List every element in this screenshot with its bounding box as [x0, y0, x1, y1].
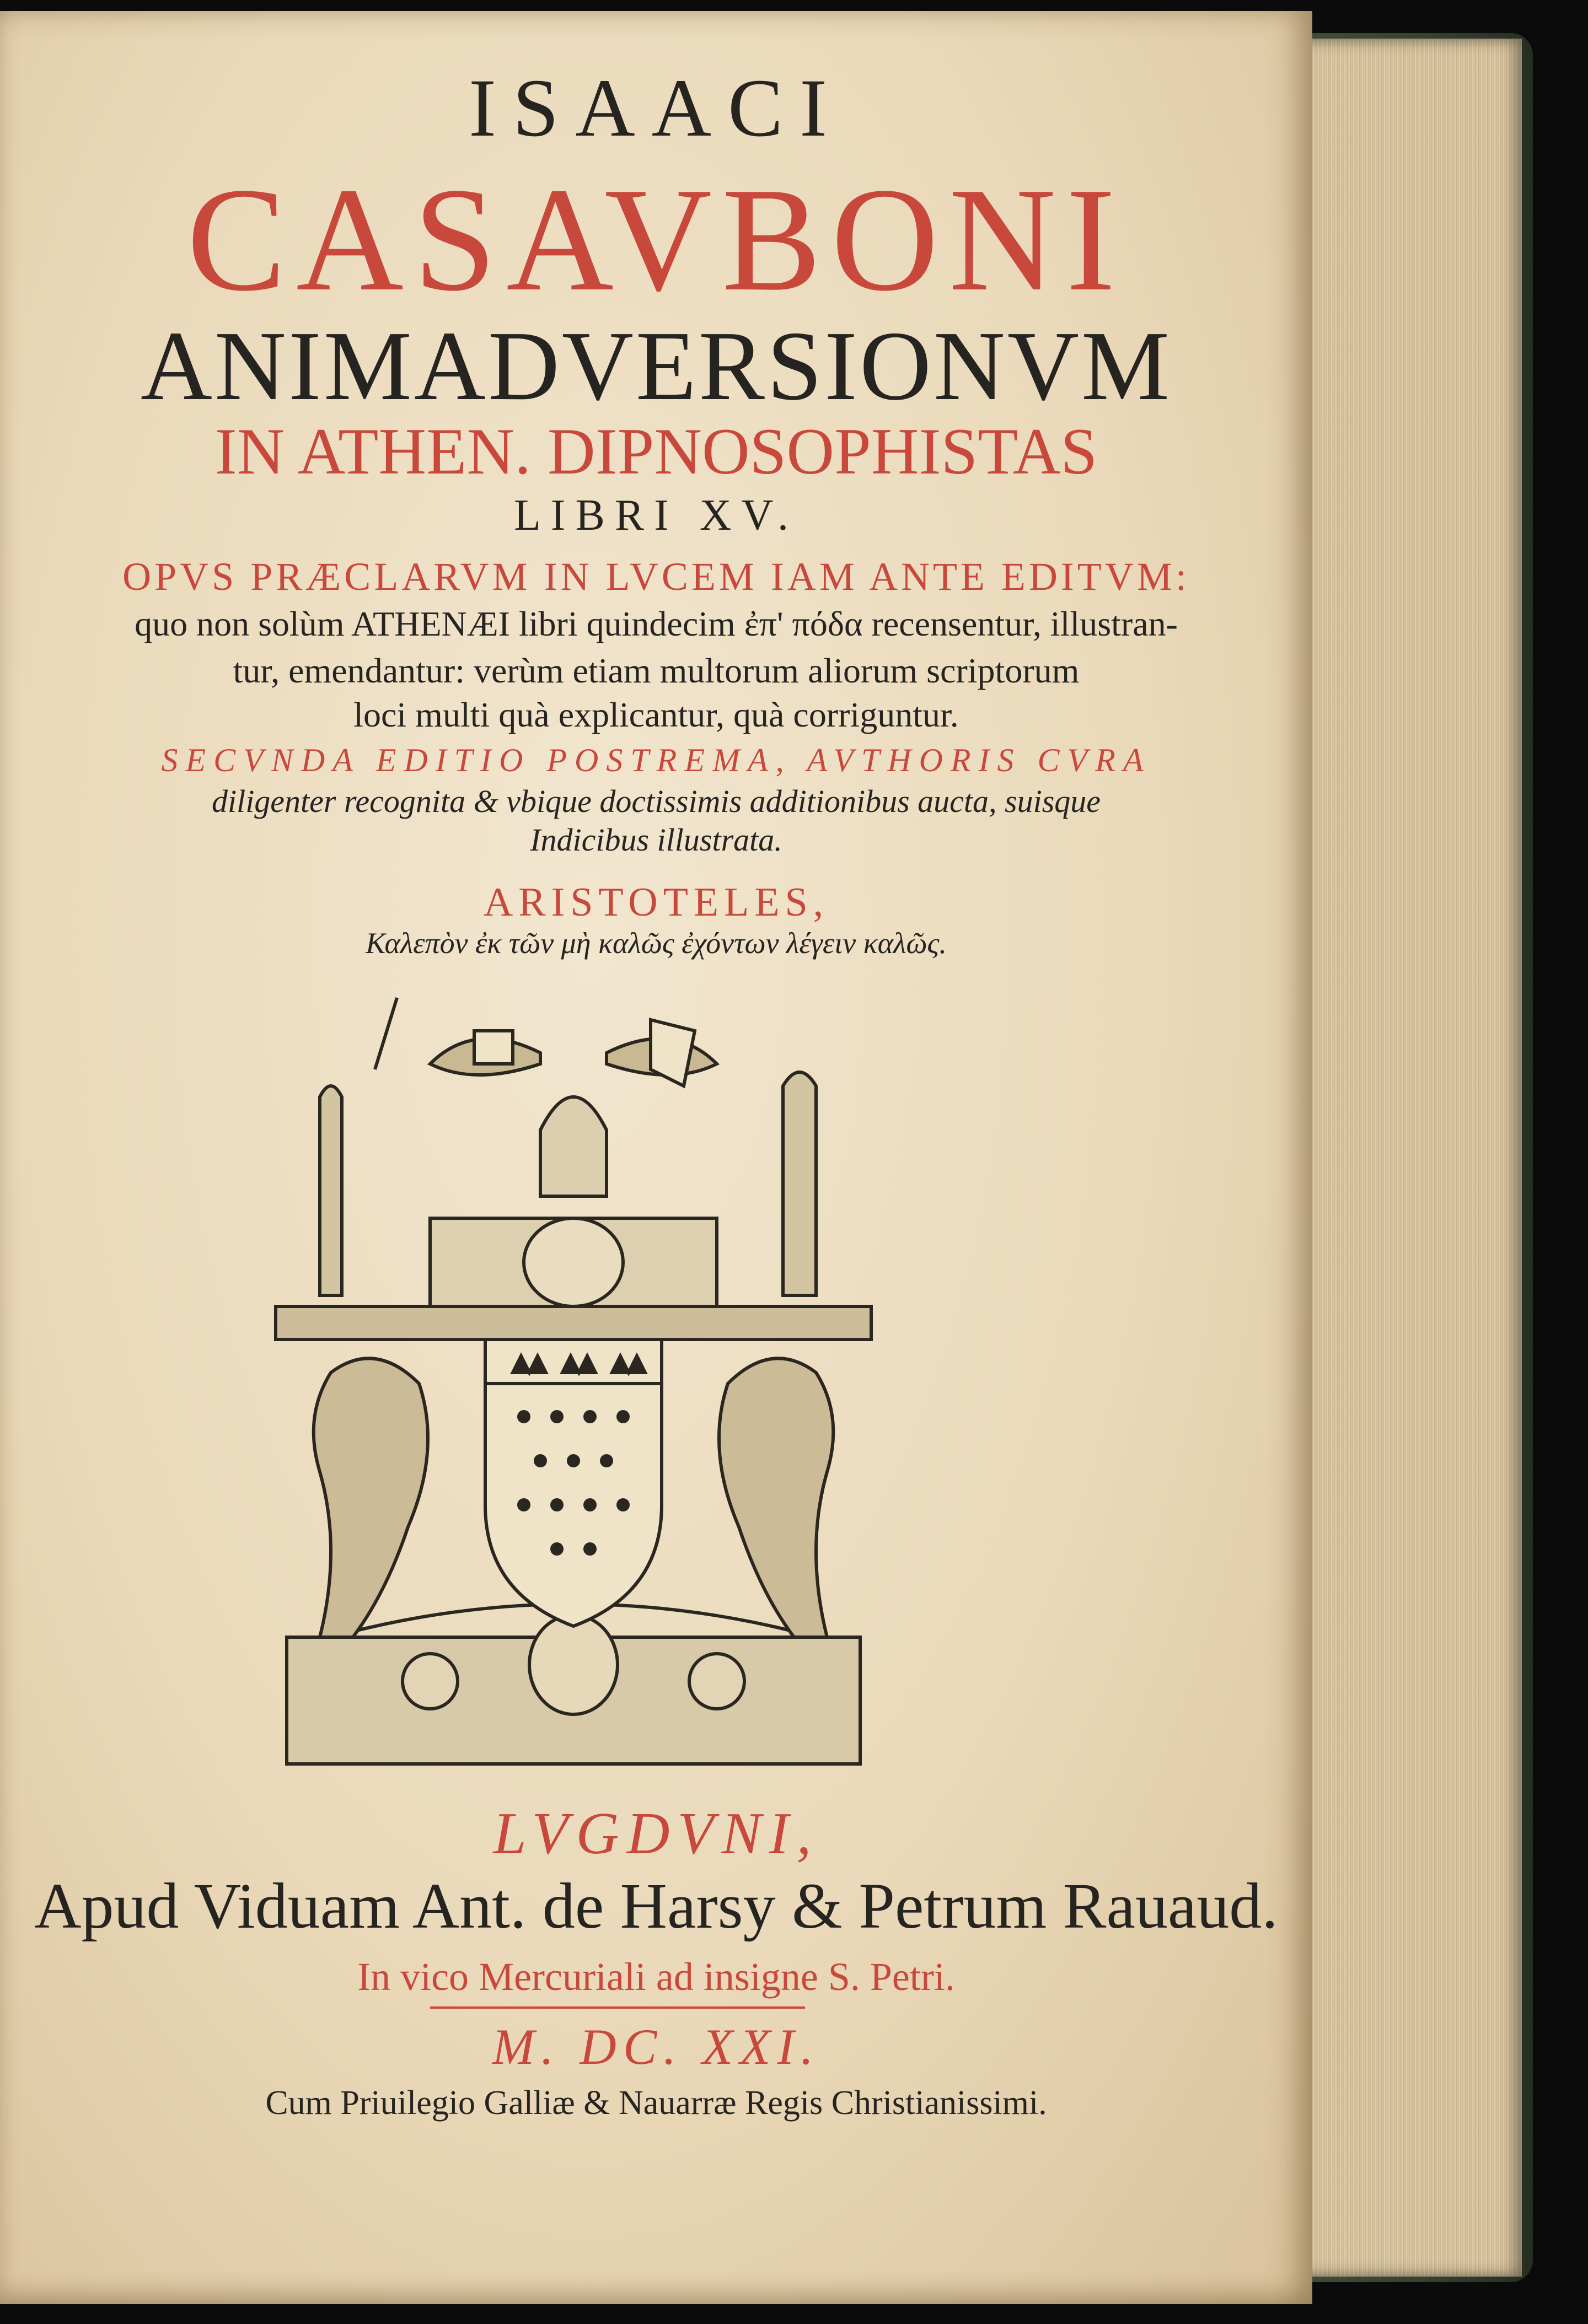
- books-count: LIBRI XV.: [513, 491, 799, 540]
- privilege-line: Cum Priuilegio Galliæ & Nauarræ Regis Christianissimi.: [265, 2084, 1047, 2122]
- printers-device-woodcut: [265, 987, 882, 1780]
- work-subject: IN ATHEN. DIPNOSOPHISTAS: [214, 415, 1098, 488]
- imprint-date: M. DC. XXI.: [492, 2019, 820, 2075]
- description-line-1: quo non solùm ATHENÆI libri quindecim ἐπ' πόδα recensentur, illustran-: [135, 604, 1178, 643]
- divider-rule: [430, 2006, 805, 2009]
- edition-line-2: diligenter recognita & vbique doctissimis additionibus aucta, suisque: [211, 783, 1101, 819]
- imprint-address: In vico Mercuriali ad insigne S. Petri.: [357, 1955, 955, 1999]
- author-last-name: CASAVBONI: [186, 157, 1126, 322]
- description-line-2: tur, emendantur: verùm etiam multorum aliorum scriptorum: [233, 651, 1080, 690]
- greek-quote: Καλεπὸν ἐκ τῶν μὴ καλῶς ἐχόντων λέγειν καλῶς.: [366, 927, 947, 960]
- edition-line-3: Indicibus illustrata.: [530, 822, 782, 858]
- imprint-place: LVGDVNI,: [493, 1801, 819, 1866]
- opus-line: OPVS PRÆCLARVM IN LVCEM IAM ANTE EDITVM:: [122, 555, 1190, 599]
- title-page: [0, 11, 1312, 2304]
- imprint-publisher: Apud Viduam Ant. de Harsy & Petrum Rauaud.: [34, 1870, 1278, 1942]
- page-edges: [1285, 39, 1522, 2277]
- quote-author: ARISTOTELES,: [483, 880, 829, 925]
- author-first-name: ISAACI: [468, 62, 844, 154]
- edition-line-1: SECVNDA EDITIO POSTREMA, AVTHORIS CVRA: [161, 742, 1151, 778]
- work-title: ANIMADVERSIONVM: [140, 311, 1172, 421]
- description-line-3: loci multi quà explicantur, quà corriguntur.: [353, 695, 959, 734]
